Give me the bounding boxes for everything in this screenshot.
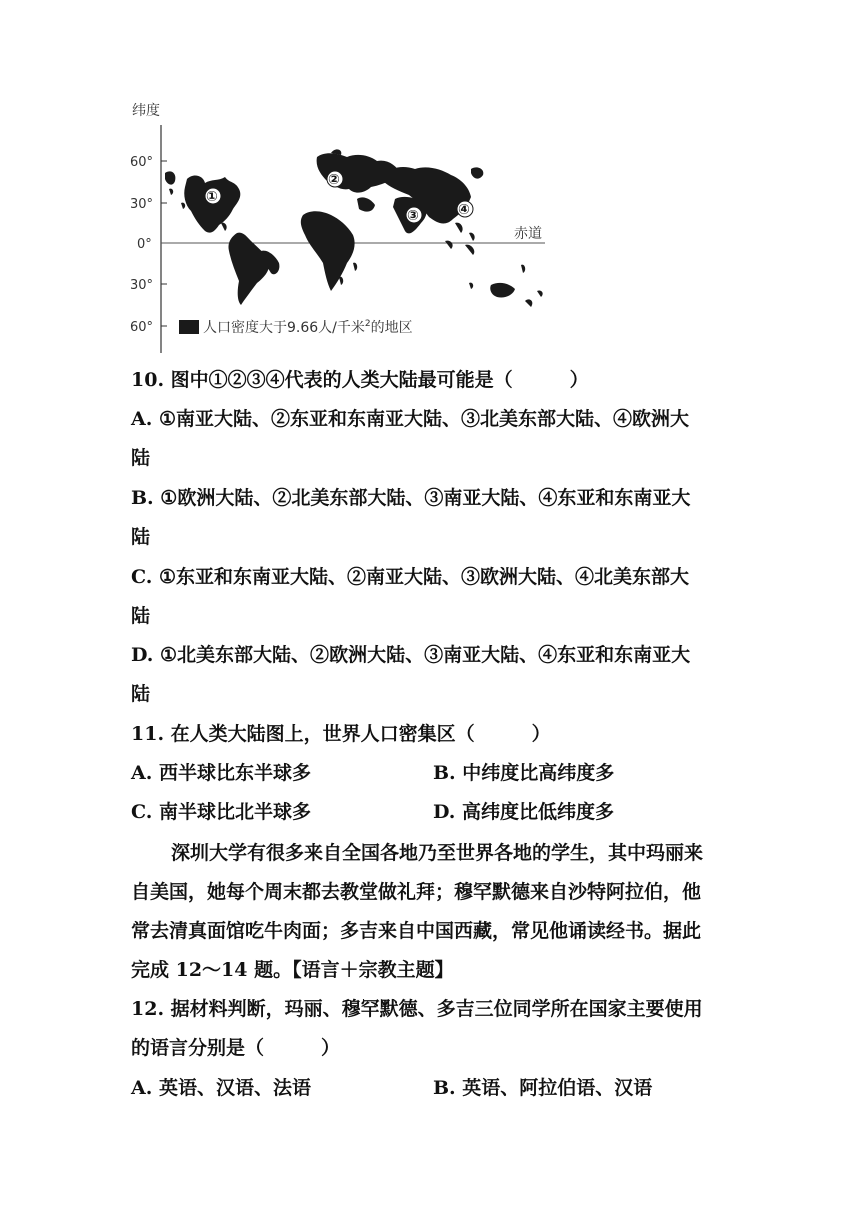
latitude-axis-label: 纬度 (132, 103, 160, 119)
lat-tick-0: 0° (137, 237, 152, 252)
equator-label: 赤道 (514, 226, 542, 242)
lat-tick-60n: 60° (130, 155, 154, 170)
q10-option-d-cont: 陆 (131, 683, 151, 705)
legend-label: 人口密度大于9.66人/千米$^2$的地区 (203, 319, 413, 336)
q10-option-b-cont: 陆 (131, 526, 151, 548)
q12-option-a: A. 英语、汉语、法语 (131, 1077, 311, 1099)
q11-stem: 11. 在人类大陆图上，世界人口密集区（ ） (131, 723, 551, 745)
q12-stem-cont: 的语言分别是（ ） (131, 1037, 341, 1059)
lat-tick-30n: 30° (130, 197, 154, 212)
q10-option-a: A. ①南亚大陆、②东亚和东南亚大陆、③北美东部大陆、④欧洲大 (131, 408, 690, 430)
marker-3: ③ (407, 208, 419, 224)
q10-option-c-cont: 陆 (131, 605, 151, 627)
legend-swatch (179, 320, 199, 334)
marker-1: ① (206, 189, 218, 205)
material-line-4: 完成 12～14 题。【语言＋宗教主题】 (131, 959, 454, 981)
q11-option-d: D. 高纬度比低纬度多 (433, 801, 615, 823)
q10-option-a-cont: 陆 (131, 447, 151, 469)
population-density-map (125, 95, 565, 357)
marker-4: ④ (458, 202, 470, 218)
africa-region (301, 211, 355, 291)
q12-option-b: B. 英语、阿拉伯语、汉语 (433, 1077, 653, 1099)
lat-tick-30s: 30° (130, 278, 154, 293)
material-line-3: 常去清真面馆吃牛肉面；多吉来自中国西藏，常见他诵读经书。据此 (131, 920, 702, 942)
q12-stem: 12. 据材料判断，玛丽、穆罕默德、多吉三位同学所在国家主要使用 (131, 998, 703, 1020)
q10-option-c: C. ①东亚和东南亚大陆、②南亚大陆、③欧洲大陆、④北美东部大 (131, 566, 690, 588)
q11-option-c: C. 南半球比北半球多 (131, 801, 312, 823)
q11-option-a: A. 西半球比东半球多 (131, 762, 311, 784)
marker-2: ② (328, 172, 340, 188)
dense-regions (165, 149, 543, 307)
material-line-2: 自美国，她每个周末都去教堂做礼拜；穆罕默德来自沙特阿拉伯，他 (131, 881, 702, 903)
lat-tick-60s: 60° (130, 320, 154, 335)
alaska-region (165, 171, 175, 184)
q10-stem: 10. 图中①②③④代表的人类大陆最可能是（ ） (131, 369, 589, 391)
q11-option-b: B. 中纬度比高纬度多 (433, 762, 615, 784)
q10-option-b: B. ①欧洲大陆、②北美东部大陆、③南亚大陆、④东亚和东南亚大 (131, 487, 691, 509)
q10-option-d: D. ①北美东部大陆、②欧洲大陆、③南亚大陆、④东亚和东南亚大 (131, 644, 691, 666)
oceania-region (490, 283, 515, 298)
material-line-1: 深圳大学有很多来自全国各地乃至世界各地的学生，其中玛丽来 (171, 842, 704, 864)
